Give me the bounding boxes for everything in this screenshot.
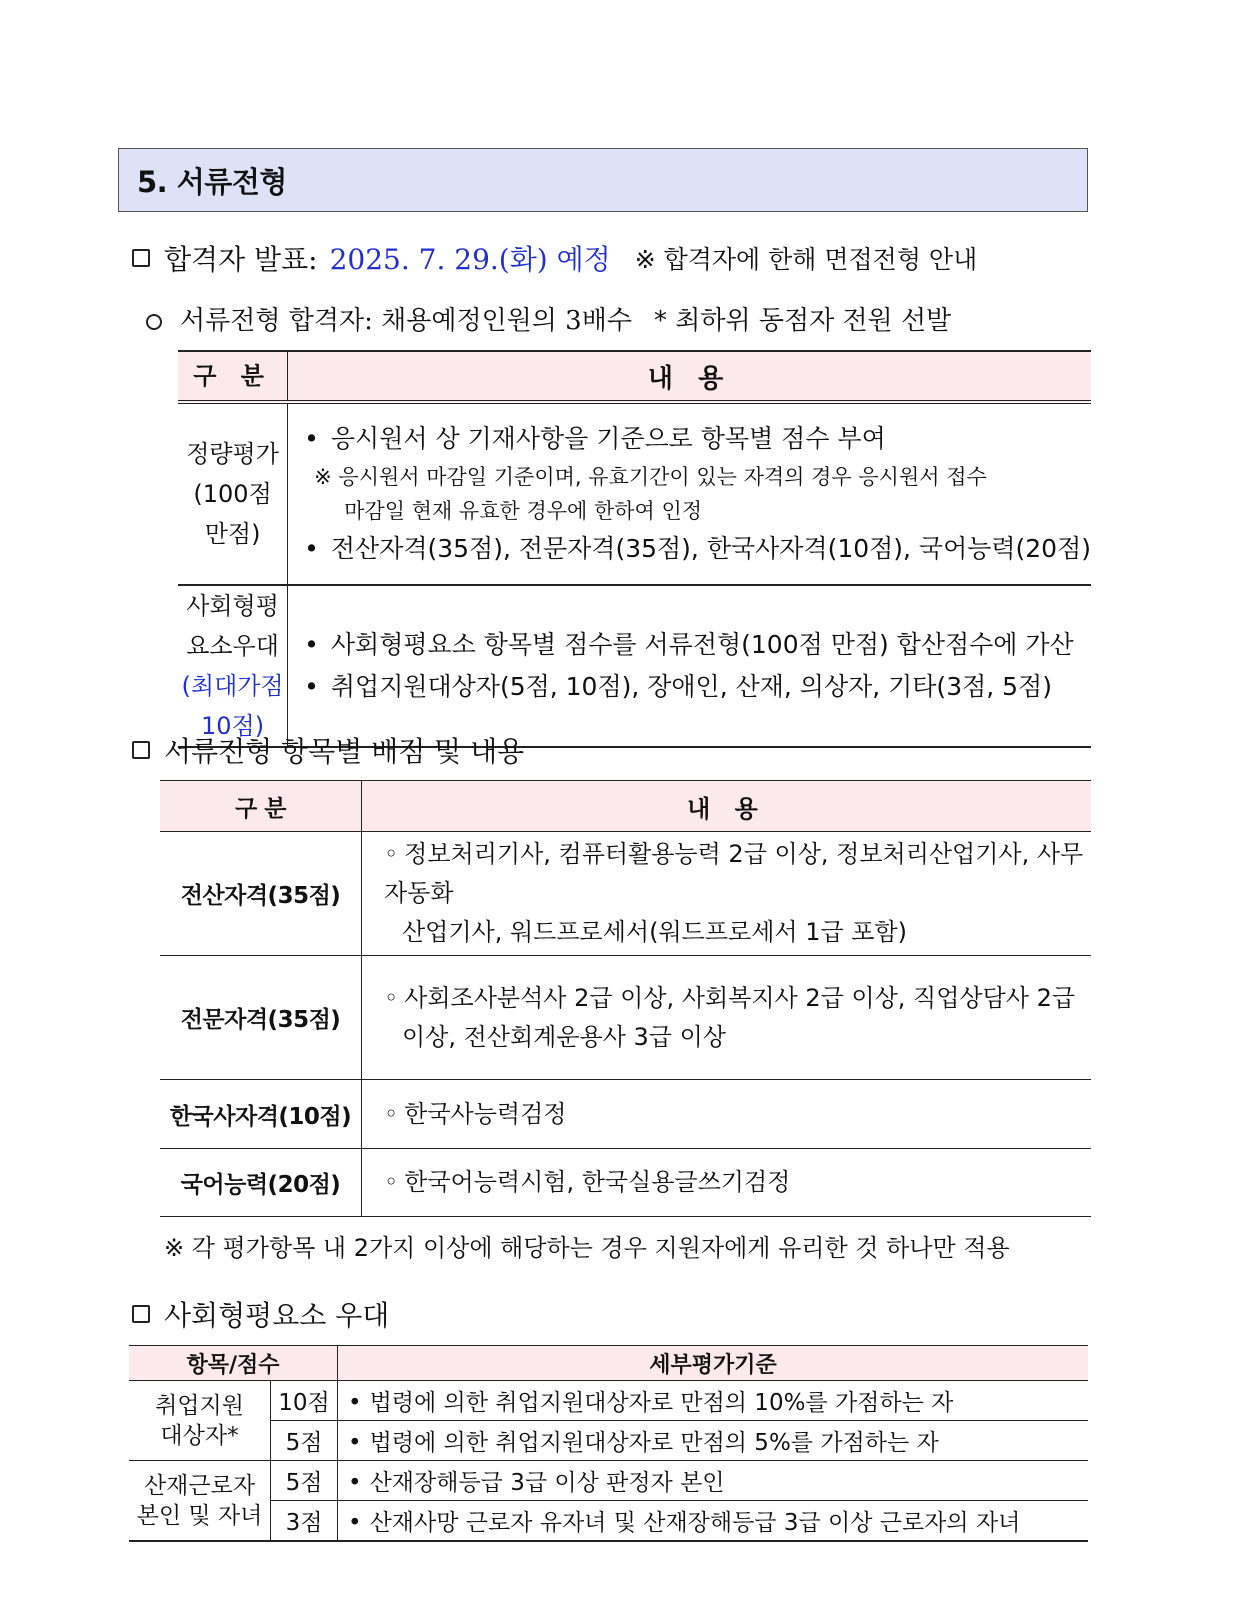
row-label: 전문자격(35점) — [160, 956, 362, 1080]
announce-note: ※ 합격자에 한해 면접전형 안내 — [634, 245, 978, 274]
checkbox-square-icon — [132, 249, 150, 267]
table1-row1-content — [288, 402, 1091, 585]
footnote: ※ 각 평가항목 내 2가지 이상에 해당하는 경우 지원자에게 유리한 것 하나만 적용 — [164, 1234, 1010, 1262]
bullet-item: • 전산자격(35점), 전문자격(35점), 한국사자격(10점), 국어능력(20점) — [304, 528, 1091, 570]
table1-row1-label — [178, 402, 288, 585]
table2-header-category: 구 분 — [160, 781, 362, 832]
bullet-item: • 응시원서 상 기재사항을 기준으로 항목별 점수 부여 — [304, 418, 1091, 460]
content-line: 이상, 전산회계운용사 3급 이상 — [402, 1022, 726, 1051]
table2-header-content: 내 용 — [362, 781, 1092, 832]
checkbox-square-icon — [132, 741, 150, 759]
content-line: ◦ 사회조사분석사 2급 이상, 사회복지사 2급 이상, 직업상담사 2급 — [384, 979, 1091, 1018]
row-content — [362, 1149, 1092, 1217]
row-content — [362, 1080, 1092, 1149]
heading-item-scores — [132, 730, 524, 770]
screening-summary-table — [178, 350, 1091, 748]
group-label — [129, 1381, 271, 1461]
table1-header-category: 구 분 — [178, 351, 288, 402]
note-line: ※ 응시원서 마감일 기준이며, 유효기간이 있는 자격의 경우 응시원서 접수 — [314, 465, 987, 489]
table3-header-criteria: 세부평가기준 — [338, 1346, 1089, 1381]
table-row — [160, 956, 1091, 1080]
content-line: ◦ 한국어능력시험, 한국실용글쓰기검정 — [384, 1163, 1091, 1202]
table-row — [160, 1149, 1091, 1217]
content-line: ◦ 한국사능력검정 — [384, 1095, 1091, 1134]
group-label — [129, 1461, 271, 1542]
criteria-cell: • 법령에 의한 취업지원대상자로 만점의 5%를 가점하는 자 — [338, 1421, 1089, 1461]
table-row — [160, 1080, 1091, 1149]
table-row — [129, 1421, 1088, 1461]
score-cell: 5점 — [271, 1421, 338, 1461]
pass-rule-text: 서류전형 합격자: 채용예정인원의 3배수 — [180, 306, 632, 336]
table-row — [129, 1501, 1088, 1542]
note-line: 마감일 현재 유효한 경우에 한하여 인정 — [344, 499, 703, 523]
content-line: 산업기사, 워드프로세서(워드프로세서 1급 포함) — [402, 918, 908, 946]
criteria-cell: • 산재사망 근로자 유자녀 및 산재장해등급 3급 이상 근로자의 자녀 — [338, 1501, 1089, 1542]
score-cell: 10점 — [271, 1381, 338, 1421]
announce-date: 2025. 7. 29.(화) 예정 — [329, 243, 611, 276]
score-cell: 5점 — [271, 1461, 338, 1501]
content-line: ◦ 정보처리기사, 컴퓨터활용능력 2급 이상, 정보처리산업기사, 사무자동화 — [384, 835, 1091, 913]
table1-row2-label — [178, 585, 288, 747]
row-label: 국어능력(20점) — [160, 1149, 362, 1217]
row-content — [362, 956, 1092, 1080]
table1-header-content: 내 용 — [288, 351, 1091, 402]
table-row — [129, 1461, 1088, 1501]
table-row — [178, 402, 1091, 585]
row-content — [362, 832, 1092, 956]
row-label-line: 사회형평요소우대 — [186, 592, 279, 660]
heading-text: 사회형평요소 우대 — [164, 1299, 390, 1332]
item-score-table — [160, 780, 1091, 1217]
announce-line — [132, 238, 977, 278]
announce-label: 합격자 발표: — [164, 243, 318, 276]
group-label-line: 취업지원 — [155, 1392, 244, 1419]
row-label-line: (100점 만점) — [193, 480, 272, 548]
table-row — [160, 832, 1091, 956]
pass-rule-line — [146, 300, 951, 337]
group-label-line: 대상자* — [160, 1422, 239, 1449]
table-row — [178, 585, 1091, 747]
social-equity-table — [129, 1345, 1088, 1542]
row-label: 한국사자격(10점) — [160, 1080, 362, 1149]
pass-rule-star-note: * 최하위 동점자 전원 선발 — [653, 306, 952, 336]
row-label-line: (최대가점 10점) — [181, 672, 284, 740]
checkbox-square-icon — [132, 1305, 150, 1323]
heading-social-equity — [132, 1294, 389, 1334]
score-cell: 3점 — [271, 1501, 338, 1542]
table-row — [129, 1381, 1088, 1421]
bullet-item: • 사회형평요소 항목별 점수를 서류전형(100점 만점) 합산점수에 가산 — [304, 624, 1091, 666]
section-title: 5. 서류전형 — [118, 148, 1088, 212]
row-label: 전산자격(35점) — [160, 832, 362, 956]
row-label-line: 정량평가 — [186, 440, 279, 468]
group-label-line: 본인 및 자녀 — [136, 1502, 263, 1529]
criteria-cell: • 법령에 의한 취업지원대상자로 만점의 10%를 가점하는 자 — [338, 1381, 1089, 1421]
criteria-cell: • 산재장해등급 3급 이상 판정자 본인 — [338, 1461, 1089, 1501]
table1-row2-content — [288, 585, 1091, 747]
group-label-line: 산재근로자 — [143, 1472, 256, 1499]
circle-bullet-icon — [146, 314, 162, 330]
table3-header-item: 항목/점수 — [129, 1346, 338, 1381]
heading-text: 서류전형 항목별 배점 및 내용 — [164, 735, 525, 768]
bullet-item: • 취업지원대상자(5점, 10점), 장애인, 산재, 의상자, 기타(3점, 5점) — [304, 666, 1091, 708]
